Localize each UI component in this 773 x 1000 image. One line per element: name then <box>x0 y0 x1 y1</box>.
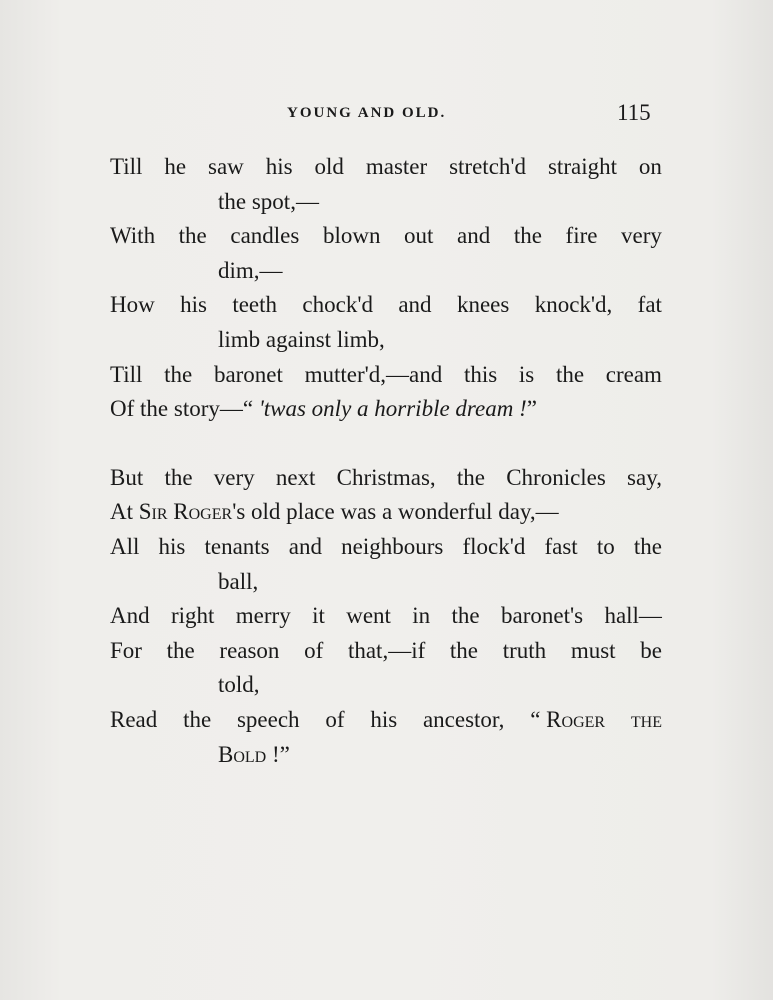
poem-word: the <box>166 637 195 663</box>
poem-word: out <box>404 223 434 249</box>
poem-word: very <box>621 223 662 249</box>
line-text-plain: 's old place was a wonderful day,— <box>232 499 559 525</box>
poem-word: Till <box>110 154 143 179</box>
poem-text <box>110 150 662 772</box>
poem-line-continuation <box>110 738 662 773</box>
poem-word: and <box>288 533 322 559</box>
line-text <box>110 495 559 530</box>
poem-line-continuation <box>110 323 662 358</box>
poem-word: this <box>463 361 498 387</box>
poem-line <box>110 358 662 393</box>
poem-word: cream <box>605 361 662 387</box>
running-head: YOUNG AND OLD. <box>287 105 447 121</box>
poem-word: the <box>513 223 542 249</box>
poem-line <box>110 288 662 323</box>
poem-line <box>110 461 662 496</box>
poem-word: the <box>449 637 479 663</box>
line-text <box>110 392 537 427</box>
poem-word: his <box>265 154 293 179</box>
small-caps-name: Bold !” <box>218 741 290 767</box>
poem-word: straight <box>547 154 617 179</box>
page-number: 115 <box>617 100 651 125</box>
poem-word: the <box>633 533 662 559</box>
italic-quote: 'twas only a horrible dream ! <box>258 396 527 422</box>
poem-line <box>110 634 662 669</box>
poem-word: speech <box>236 706 300 732</box>
poem-word: reason <box>219 637 280 663</box>
poem-line <box>110 703 662 738</box>
poem-word: Till <box>110 361 143 387</box>
poem-word: the <box>178 223 207 249</box>
poem-word: in <box>412 603 431 629</box>
poem-word: hall— <box>604 603 662 629</box>
line-text: ball, <box>218 568 259 594</box>
poem-word: of <box>304 637 324 663</box>
poem-word: the <box>451 603 480 629</box>
poem-word: Christmas, <box>336 464 436 490</box>
poem-word: tenants <box>204 533 270 559</box>
line-text-plain: At <box>110 499 139 525</box>
poem-word: the <box>555 361 585 387</box>
poem-word: master <box>365 154 428 179</box>
poem-word: old <box>314 154 344 179</box>
poem-word: But <box>110 464 144 490</box>
poem-word: the <box>456 464 485 490</box>
poem-word: is <box>518 361 535 387</box>
poem-line <box>110 392 662 427</box>
poem-word: his <box>180 292 207 318</box>
poem-word: teeth <box>232 292 278 318</box>
poem-line <box>110 495 662 530</box>
poem-word: With <box>110 223 156 249</box>
poem-word: he <box>164 154 187 179</box>
poem-word: to <box>596 533 615 559</box>
poem-word: it <box>312 603 325 629</box>
poem-word: chock'd <box>302 292 373 318</box>
poem-word: baronet's <box>501 603 584 629</box>
poem-word: stretch'd <box>449 154 527 179</box>
poem-word: saw <box>208 154 244 179</box>
page-header <box>0 100 773 130</box>
poem-word: knees <box>456 292 510 318</box>
poem-word: his <box>158 533 186 559</box>
line-text: told, <box>218 672 260 698</box>
stanza-break <box>110 427 662 461</box>
poem-word: fat <box>637 292 662 318</box>
poem-word: and <box>457 223 491 249</box>
poem-word: How <box>110 292 155 318</box>
poem-word: mutter'd,—and <box>304 361 443 387</box>
poem-line <box>110 219 662 254</box>
poem-word: his <box>370 706 398 732</box>
poem-word: the <box>630 706 662 732</box>
poem-word: fire <box>565 223 598 249</box>
poem-word: the <box>164 361 193 387</box>
poem-word: very <box>213 464 255 490</box>
poem-word: And <box>110 603 150 629</box>
poem-word: flock'd <box>462 533 526 559</box>
poem-line-continuation <box>110 254 662 289</box>
poem-word: Read <box>110 706 158 732</box>
poem-word: merry <box>235 603 291 629</box>
poem-line-continuation <box>110 668 662 703</box>
poem-word: went <box>346 603 391 629</box>
poem-word: and <box>398 292 432 318</box>
poem-word: must <box>570 637 616 663</box>
poem-word: neighbours <box>341 533 444 559</box>
line-text: the spot,— <box>218 188 319 214</box>
poem-line <box>110 150 662 185</box>
line-text: dim,— <box>218 257 283 283</box>
poem-word: the <box>183 706 212 732</box>
poem-word: fast <box>544 533 578 559</box>
poem-word: that,—if <box>347 637 426 663</box>
poem-line-continuation <box>110 185 662 220</box>
closing-quote: ” <box>526 396 537 422</box>
poem-word: right <box>170 603 215 629</box>
poem-word: next <box>275 464 316 490</box>
poem-word: baronet <box>213 361 283 387</box>
small-caps-name: Sir Roger <box>138 499 233 525</box>
poem-word: knock'd, <box>534 292 613 318</box>
poem-word: truth <box>502 637 547 663</box>
poem-word: be <box>640 637 662 663</box>
poem-word: the <box>164 464 193 490</box>
line-text-plain: Of the story—“ <box>110 396 259 422</box>
poem-line <box>110 530 662 565</box>
poem-word: of <box>325 706 345 732</box>
poem-word: Chronicles <box>506 464 606 490</box>
line-text: limb against limb, <box>218 326 385 352</box>
poem-word: “ Roger <box>530 706 606 732</box>
poem-line-continuation <box>110 565 662 600</box>
poem-word: All <box>110 533 140 559</box>
poem-word: candles <box>230 223 300 249</box>
poem-word: blown <box>322 223 381 249</box>
poem-line <box>110 599 662 634</box>
poem-word: say, <box>627 464 662 490</box>
poem-word: on <box>638 154 662 179</box>
poem-word: For <box>110 637 142 663</box>
poem-word: ancestor, <box>422 706 505 732</box>
